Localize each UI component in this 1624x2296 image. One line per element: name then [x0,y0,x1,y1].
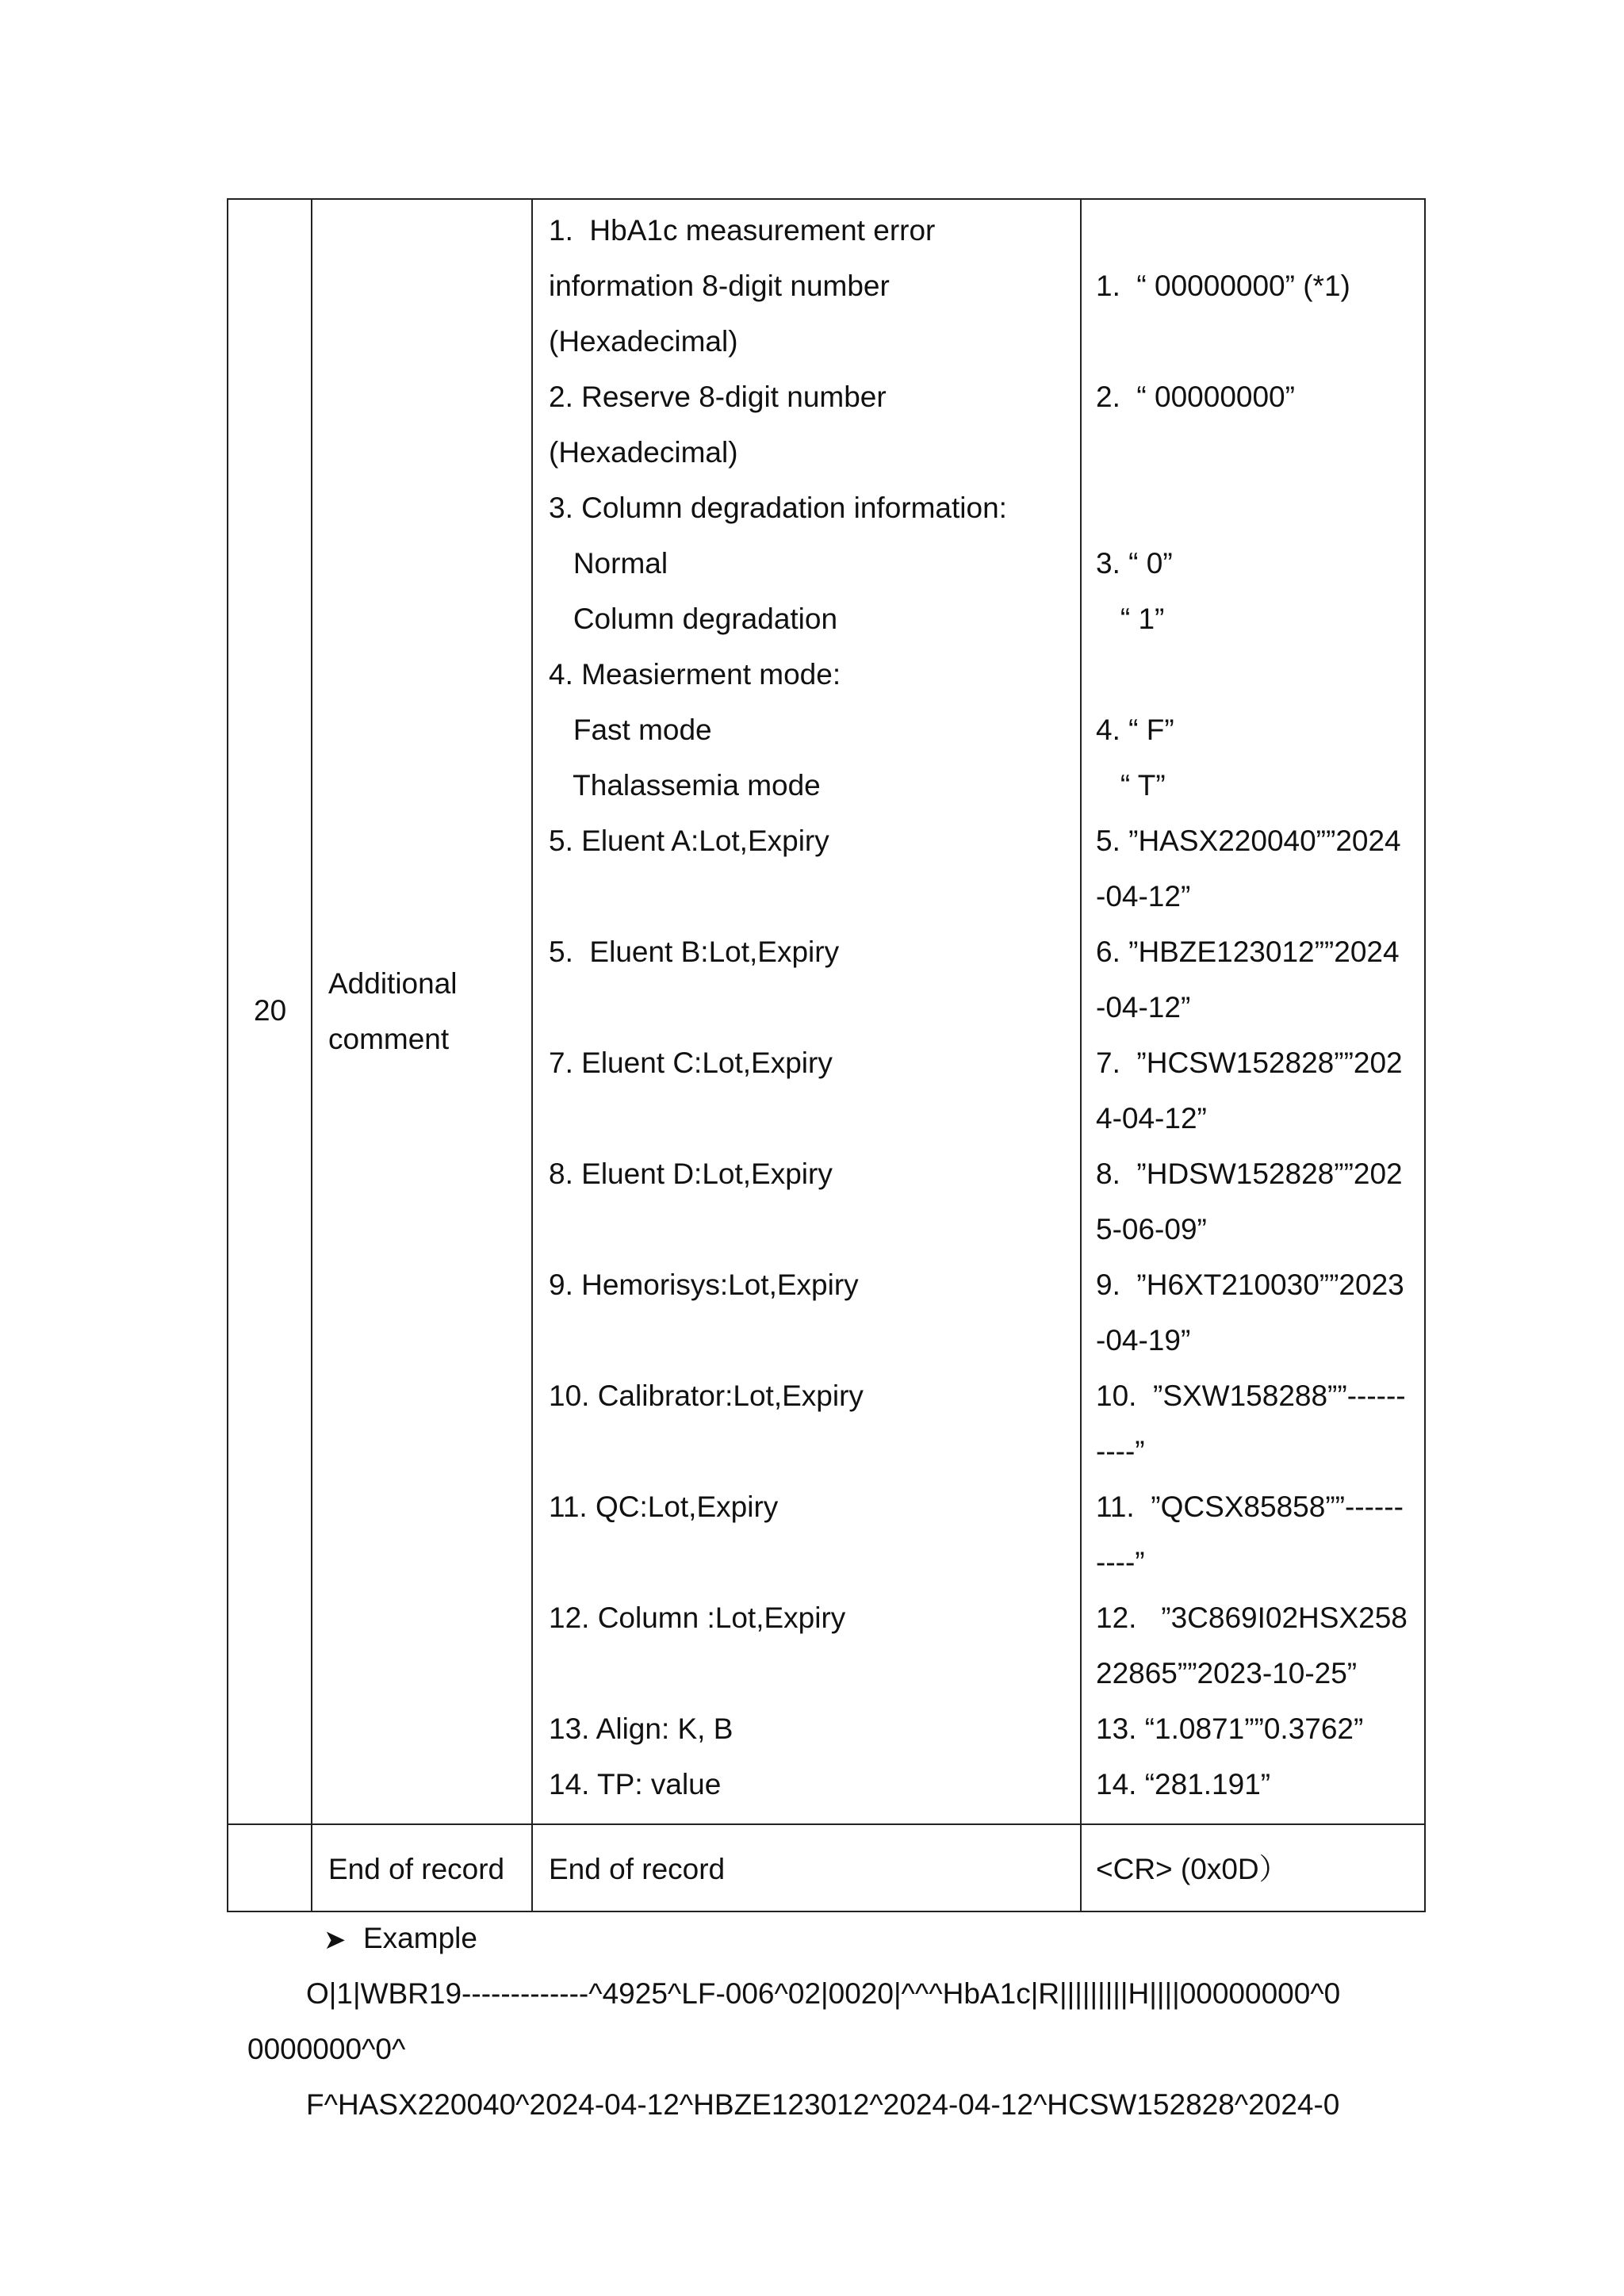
row-divider [228,1823,1424,1825]
value-line: 5. ”HASX220040””2024 [1096,825,1401,857]
value-line: 1. “ 00000000” (*1) [1096,270,1350,302]
desc-line: Normal [549,547,668,580]
desc-line: 5. Eluent A:Lot,Expiry [549,825,829,857]
desc-line: 5. Eluent B:Lot,Expiry [549,936,840,968]
value-line: “ 1” [1096,603,1165,635]
value-line: 11. ”QCSX85858””------ [1096,1490,1404,1523]
value-line: 13. “1.0871””0.3762” [1096,1712,1364,1745]
example-line: F^HASX220040^2024-04-12^HBZE123012^2024-04-12^HCSW152828^2024-0 [306,2088,1340,2121]
desc-line: 12. Column :Lot,Expiry [549,1601,846,1634]
desc-line: Fast mode [549,714,712,746]
desc-line: 4. Measierment mode: [549,658,841,691]
value-line: 5-06-09” [1096,1213,1207,1246]
value-line: 4. “ F” [1096,714,1174,746]
desc-line: (Hexadecimal) [549,325,738,358]
desc-line: 11. QC:Lot,Expiry [549,1490,779,1523]
desc-line: 8. Eluent D:Lot,Expiry [549,1158,833,1190]
value-line: 22865””2023-10-25” [1096,1657,1358,1689]
desc-line: 3. Column degradation information: [549,492,1007,524]
value-line: ----” [1096,1546,1145,1578]
end-row-desc: End of record [549,1853,726,1885]
example-line: O|1|WBR19-------------^4925^LF-006^02|0020|^^^HbA1c|R|||||||||H||||00000000^0 [306,1977,1341,2010]
field-name-line1: Additional [328,967,458,1000]
value-line: 6. ”HBZE123012””2024 [1096,936,1400,968]
value-line: 12. ”3C869I02HSX258 [1096,1601,1408,1634]
example-heading: Example [363,1922,477,1954]
desc-line: 9. Hemorisys:Lot,Expiry [549,1269,859,1301]
desc-line: information 8-digit number [549,270,890,302]
value-line: -04-19” [1096,1324,1191,1357]
end-row-value: <CR> (0x0D） [1096,1853,1289,1885]
desc-line: 10. Calibrator:Lot,Expiry [549,1380,864,1412]
desc-line: 13. Align: K, B [549,1712,733,1745]
value-line: 9. ”H6XT210030””2023 [1096,1269,1404,1301]
column-divider [1080,200,1082,1911]
value-line: 2. “ 00000000” [1096,381,1295,413]
column-divider [531,200,533,1911]
desc-line: 7. Eluent C:Lot,Expiry [549,1047,833,1079]
arrow-bullet-icon: ➤ [324,1925,347,1955]
row-number: 20 [254,994,287,1027]
example-line: 0000000^0^ [247,2033,406,2065]
desc-line: Thalassemia mode [549,769,821,802]
desc-line: 1. HbA1c measurement error [549,214,936,247]
value-line: -04-12” [1096,880,1191,913]
protocol-table [227,198,1426,1912]
column-divider [311,200,312,1911]
value-line: 7. ”HCSW152828””202 [1096,1047,1403,1079]
value-line: -04-12” [1096,991,1191,1024]
field-name-line2: comment [328,1023,450,1055]
value-line: 8. ”HDSW152828””202 [1096,1158,1403,1190]
value-line: “ T” [1096,769,1166,802]
value-line: 3. “ 0” [1096,547,1173,580]
desc-line: 14. TP: value [549,1768,722,1800]
value-line: 10. ”SXW158288””------ [1096,1380,1406,1412]
value-line: 4-04-12” [1096,1102,1207,1135]
desc-line: (Hexadecimal) [549,436,738,469]
desc-line: Column degradation [549,603,838,635]
value-line: 14. “281.191” [1096,1768,1271,1800]
value-line: ----” [1096,1435,1145,1468]
desc-line: 2. Reserve 8-digit number [549,381,887,413]
end-row-field: End of record [328,1853,505,1885]
